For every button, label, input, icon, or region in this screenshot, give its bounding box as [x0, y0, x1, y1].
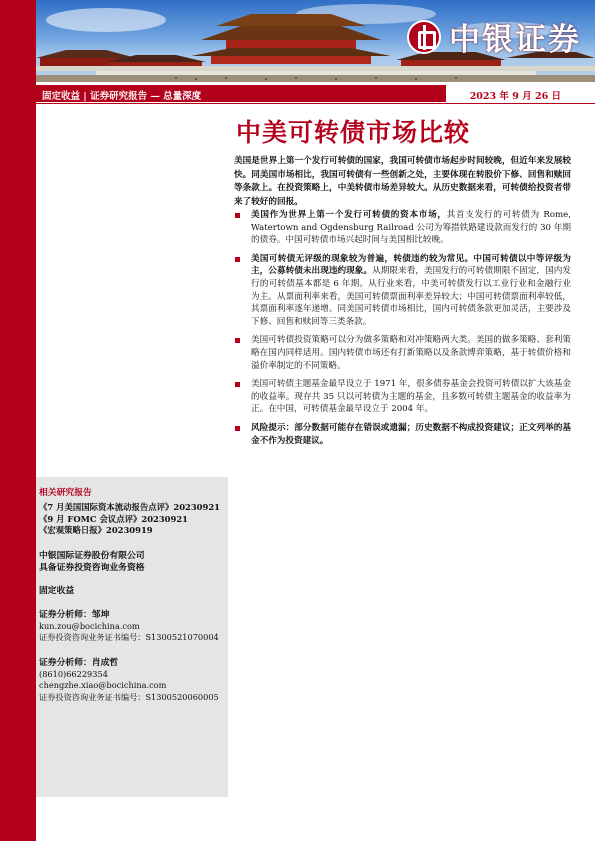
- analyst-email[interactable]: kun.zou@bocichina.com: [39, 620, 140, 631]
- report-info-bar: [36, 82, 595, 104]
- bullet-square-icon: [235, 338, 240, 343]
- company-name: 中银国际证券股份有限公司: [39, 550, 145, 561]
- risk-warning: [234, 422, 571, 447]
- bullet-square-icon: [235, 257, 240, 262]
- analyst-name: 证券分析师：邹坤: [39, 609, 110, 620]
- bullet-square-icon: [235, 213, 240, 218]
- brand-name: 中银证券: [449, 22, 581, 58]
- key-point: [234, 334, 571, 372]
- related-report-link[interactable]: 《9 月 FOMC 会议点评》20230921: [39, 513, 188, 524]
- report-date: 2023 年 9 月 26 日: [469, 91, 561, 102]
- key-point: [234, 378, 571, 416]
- left-accent-band: [0, 0, 36, 841]
- analyst-name: 证券分析师：肖成哲: [39, 657, 119, 668]
- related-report-link[interactable]: 《宏观策略日报》20230919: [39, 525, 153, 535]
- related-reports-heading: 相关研究报告: [39, 488, 92, 498]
- related-report-link[interactable]: 《7 月美国国际资本流动报告点评》20230921: [39, 502, 220, 512]
- key-points-list: [234, 209, 571, 453]
- key-point-text: 从期限来看，美国发行的可转债期限不固定，国内发行的可转债基本都是 6 年期。从行业来看，中美可转债发行以工业行业和金融行业为主。从票面利率来看，美国可转债票面利率差异较大；中国可转债票面利率较低，其票面利率逐年递增。同美国可转债市场相比，国内可转债条款更加灵活，主要涉及下修、回售和赎回等三类条款。: [251, 266, 571, 327]
- key-point: [234, 253, 571, 329]
- key-point: [234, 209, 571, 247]
- sidebar-panel: [36, 477, 228, 797]
- key-point-bold: 美国作为世界上第一个发行可转债的资本市场，: [251, 210, 447, 220]
- key-point-bold: 美国可转债无评级的现象较为普遍，转债违约较为常见。中国可转债以中等评级为主，公募转债未出现违约现象。: [251, 253, 571, 277]
- key-point-text: 美国可转债主题基金最早设立于 1971 年，很多债券基金会投资可转债以扩大该基金的收益率。现存共 35 只以可转债为主题的基金，且多数可转债主题基金的收益率为正。在中国，可转债基金最早设立于 2004 年。: [251, 379, 571, 415]
- analyst-block: [39, 657, 224, 704]
- bullet-square-icon: [235, 426, 240, 431]
- sidebar-category: 固定收益: [39, 585, 75, 596]
- analyst-certificate: 证券投资咨询业务证书编号：S1300521070004: [39, 632, 219, 642]
- analyst-phone: (8610)66229354: [39, 668, 108, 679]
- report-title: 中美可转债市场比较: [236, 118, 471, 147]
- report-category: 固定收益 | 证券研究报告 — 总量深度: [36, 85, 446, 102]
- key-point-text: 美国可转债投资策略可以分为做多策略和对冲策略两大类。美国的做多策略、套利策略在国内同样适用。国内转债市场还有打新策略以及条款博弈策略，基于转债价格和溢价率制定的不同策略。: [251, 335, 571, 371]
- report-summary: 美国是世界上第一个发行可转债的国家，我国可转债市场起步时间较晚，但近年来发展较快。同美国市场相比，我国可转债有一些创新之处，主要体现在转股价下修、回售和赎回等条款上。在投资策略上，中美转债市场差异较大。从历史数据来看，可转债给投资者带来了较好的回报。: [234, 156, 571, 207]
- bullet-square-icon: [235, 382, 240, 387]
- header-banner: [36, 0, 595, 82]
- company-qualification: 具备证券投资咨询业务资格: [39, 563, 145, 573]
- brand-logo: [407, 14, 581, 59]
- analyst-email[interactable]: chengzhe.xiao@bocichina.com: [39, 680, 167, 690]
- analyst-certificate: 证券投资咨询业务证书编号：S1300520060005: [39, 691, 219, 702]
- bank-of-china-logo-icon: [407, 20, 441, 54]
- key-point-text: 其首支发行的可转债为 Rome, Watertown and Ogdensburg Railroad 公司为筹措铁路建设款而发行的 30 年期的债券。中国可转债市场兴起时间与美国相比较晚。: [251, 210, 571, 246]
- analyst-block: [39, 609, 224, 644]
- key-point-bold: 风险提示：部分数据可能存在错误或遗漏；历史数据不构成投资建议；正文列举的基金不作为投资建议。: [251, 422, 571, 446]
